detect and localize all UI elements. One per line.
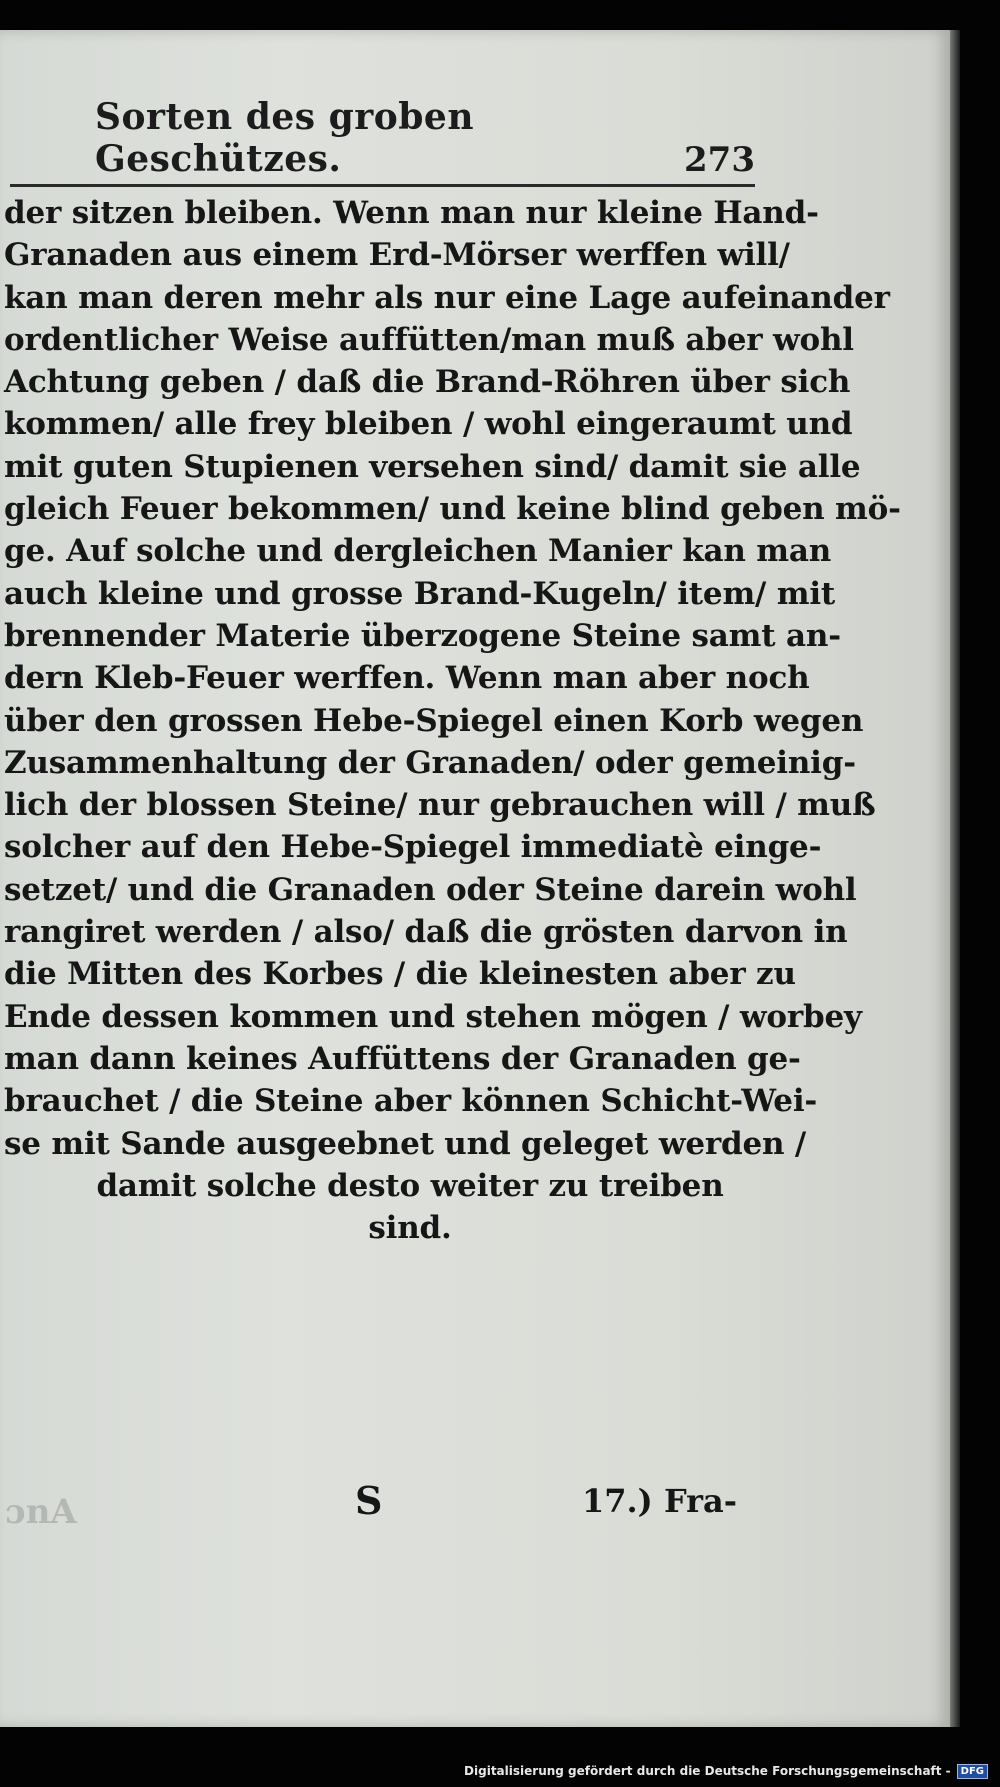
- text-line: der sitzen bleiben. Wenn man nur kleine Hand-: [4, 195, 819, 231]
- catchline: [0, 1478, 760, 1532]
- signature-mark: S: [355, 1478, 383, 1523]
- bleed-through-text: ɔnA: [5, 1492, 77, 1532]
- text-line: über den grossen Hebe-Spiegel einen Korb wegen: [4, 702, 864, 739]
- running-head: [95, 96, 755, 180]
- closing-line: damit solche desto weiter zu treiben: [96, 1167, 724, 1204]
- text-line: auch kleine und grosse Brand-Kugeln/ item/ mit: [4, 575, 836, 612]
- header-rule: [10, 184, 755, 187]
- text-line: mit guten Stupienen versehen sind/ damit sie alle: [4, 448, 861, 485]
- page-number: 273: [684, 140, 755, 180]
- dfg-logo: DFG: [957, 1764, 988, 1779]
- text-line: ge. Auf solche und dergleichen Manier kan man: [4, 533, 832, 570]
- closing-line: sind.: [368, 1210, 452, 1247]
- footer-credit: Digitalisierung gefördert durch die Deutsche Forschungsgemeinschaft -: [464, 1764, 951, 1778]
- text-line: kommen/ alle frey bleiben / wohl eingeraumt und: [4, 406, 853, 443]
- text-line: rangiret werden / also/ daß die grösten darvon in: [4, 914, 848, 951]
- text-line: solcher auf den Hebe-Spiegel immediatè einge-: [4, 829, 822, 866]
- text-line: gleich Feuer bekommen/ und keine blind geben mö-: [4, 491, 901, 528]
- digitization-footer: [464, 1759, 988, 1783]
- running-head-title: Sorten des groben Geschützes.: [95, 96, 474, 180]
- text-line: ordentlicher Weise auffütten/man muß aber wohl: [4, 321, 854, 358]
- text-line: se mit Sande ausgeebnet und geleget werden /: [4, 1125, 807, 1162]
- catchword: 17.) Fra-: [582, 1482, 737, 1520]
- text-line: brennender Materie überzogene Steine samt an-: [4, 617, 841, 654]
- text-line: dern Kleb-Feuer werffen. Wenn man aber noch: [4, 660, 810, 697]
- text-line: Granaden aus einem Erd-Mörser werffen will/: [4, 237, 790, 274]
- text-line: die Mitten des Korbes / die kleinesten aber zu: [4, 956, 796, 993]
- text-line: brauchet / die Steine aber können Schicht-Wei-: [4, 1083, 818, 1120]
- page-edge: [950, 30, 960, 1727]
- body-text: [0, 192, 901, 1249]
- text-line: Ende dessen kommen und stehen mögen / worbey: [4, 998, 862, 1035]
- text-line: kan man deren mehr als nur eine Lage aufeinander: [4, 279, 890, 316]
- text-line: lich der blossen Steine/ nur gebrauchen will / muß: [4, 787, 876, 824]
- text-line: setzet/ und die Granaden oder Steine darein wohl: [4, 871, 857, 908]
- text-line: man dann keines Auffüttens der Granaden ge-: [4, 1040, 801, 1077]
- text-line: Zusammenhaltung der Granaden/ oder gemeinig-: [4, 744, 856, 781]
- text-line: Achtung geben / daß die Brand-Röhren über sich: [4, 364, 851, 401]
